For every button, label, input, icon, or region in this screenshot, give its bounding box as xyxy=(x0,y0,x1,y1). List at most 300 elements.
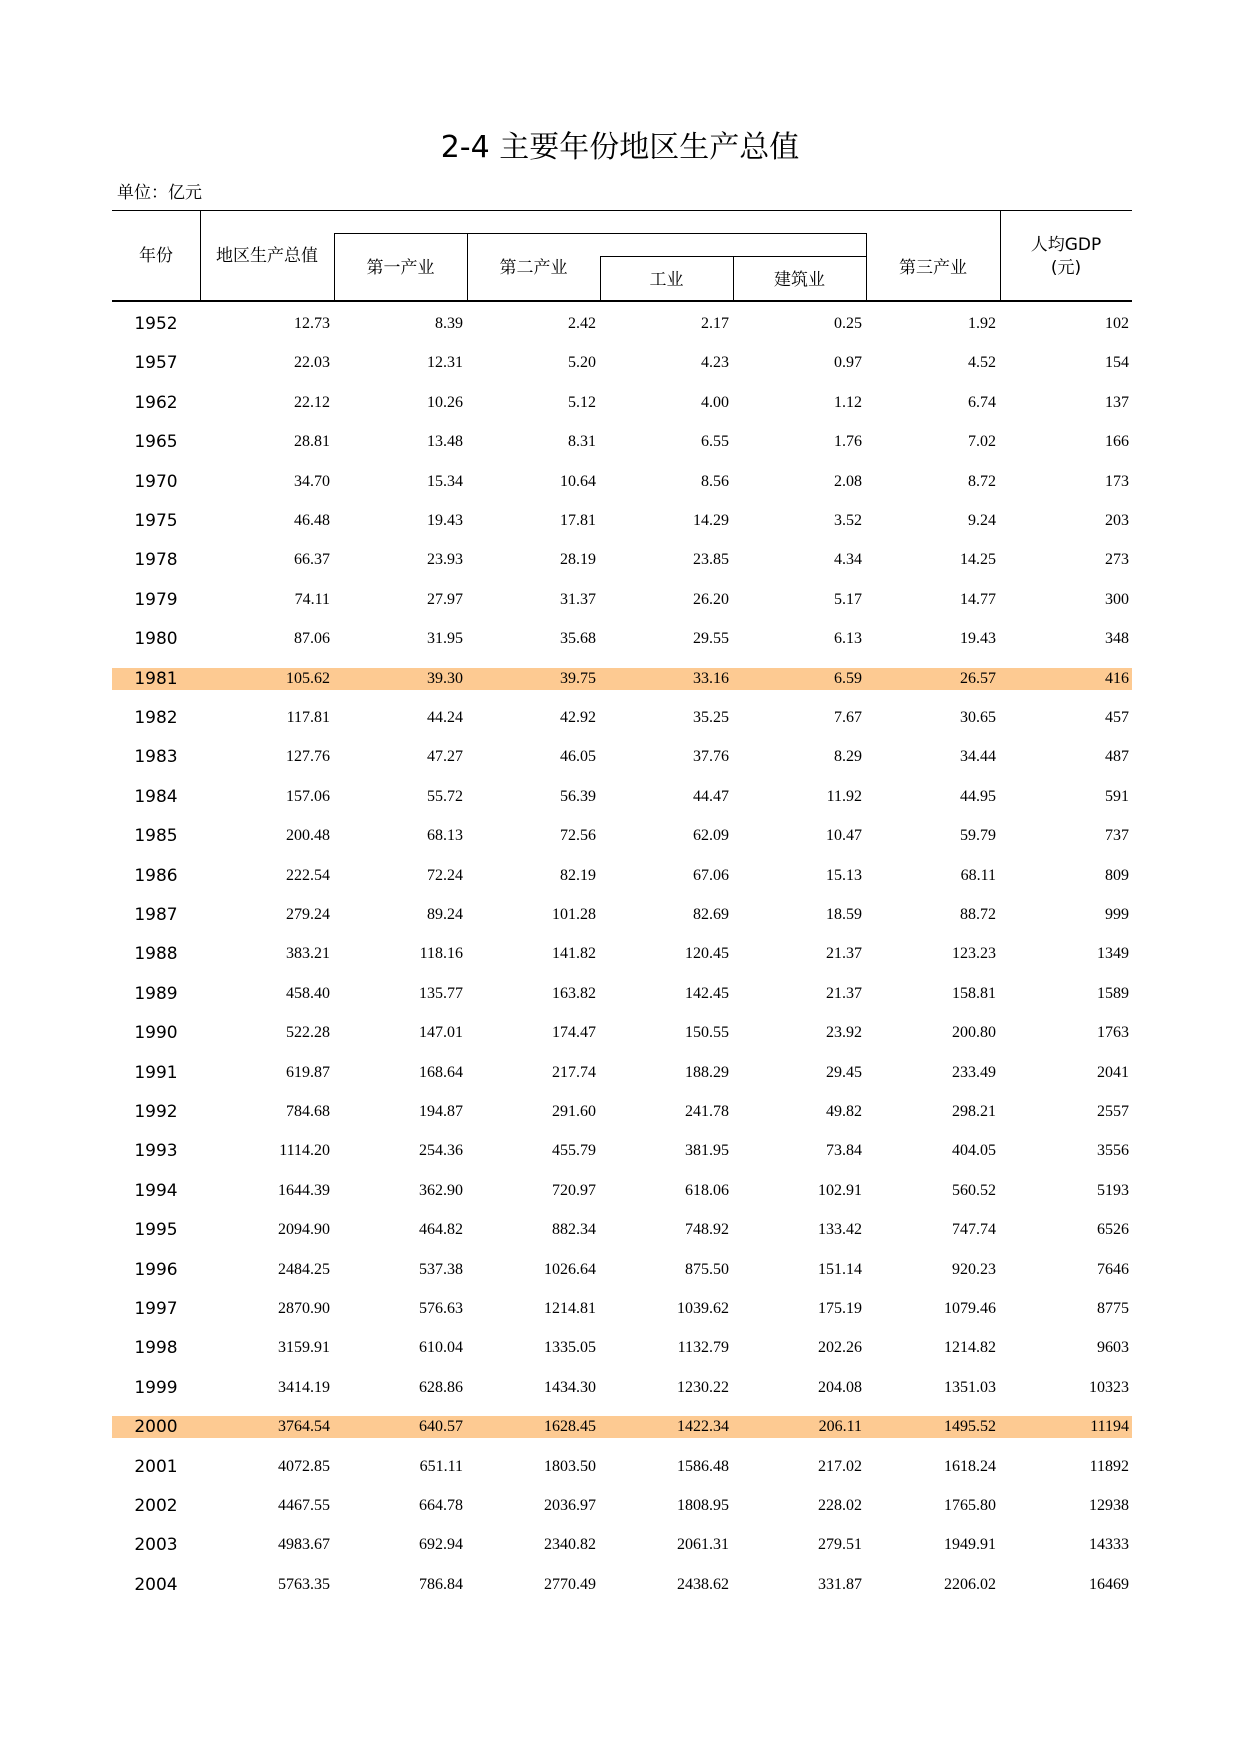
gdp-cell: 87.06 xyxy=(294,630,330,648)
header-bottom-rule xyxy=(112,300,1132,302)
tertiary-cell: 7.02 xyxy=(968,433,996,451)
per-capita-cell: 11892 xyxy=(1089,1457,1129,1475)
table-row xyxy=(0,707,1240,746)
gdp-cell: 34.70 xyxy=(294,472,330,490)
table-row xyxy=(0,1534,1240,1573)
gdp-cell: 3414.19 xyxy=(278,1378,330,1396)
per-capita-cell: 173 xyxy=(1105,472,1129,490)
year-cell: 1991 xyxy=(134,1062,178,1083)
year-cell: 1984 xyxy=(134,786,178,807)
gdp-cell: 66.37 xyxy=(294,551,330,569)
table-row xyxy=(0,1574,1240,1613)
secondary-cell: 1628.45 xyxy=(544,1418,596,1436)
industry-cell: 44.47 xyxy=(693,787,729,805)
table-row xyxy=(0,943,1240,982)
industry-cell: 14.29 xyxy=(693,512,729,529)
year-cell: 1952 xyxy=(134,314,178,334)
per-capita-cell: 487 xyxy=(1105,748,1129,766)
secondary-cell: 2036.97 xyxy=(544,1497,596,1514)
primary-cell: 31.95 xyxy=(427,630,463,648)
construction-cell: 23.92 xyxy=(826,1024,862,1042)
table-row xyxy=(0,1219,1240,1258)
primary-cell: 786.84 xyxy=(419,1575,463,1593)
secondary-cell: 174.47 xyxy=(552,1024,596,1042)
gdp-cell: 522.28 xyxy=(286,1024,330,1042)
industry-cell: 1039.62 xyxy=(677,1300,729,1317)
tertiary-cell: 920.23 xyxy=(952,1260,996,1278)
primary-cell: 47.27 xyxy=(427,748,463,766)
secondary-cell: 28.19 xyxy=(560,551,596,569)
industry-cell: 8.56 xyxy=(701,472,729,490)
year-cell: 2001 xyxy=(134,1456,178,1477)
industry-cell: 381.95 xyxy=(685,1142,729,1160)
table-row xyxy=(0,786,1240,825)
header-top-rule xyxy=(112,210,1132,211)
tertiary-cell: 560.52 xyxy=(952,1181,996,1199)
construction-cell: 331.87 xyxy=(818,1575,862,1593)
secondary-cell: 10.64 xyxy=(560,472,596,490)
year-cell: 1985 xyxy=(134,826,178,847)
industry-cell: 23.85 xyxy=(693,551,729,569)
secondary-cell: 8.31 xyxy=(568,433,596,451)
industry-cell: 2438.62 xyxy=(677,1575,729,1593)
table-row xyxy=(0,1101,1240,1140)
header-per-capita: 人均GDP xyxy=(1030,235,1102,255)
table-row xyxy=(0,1180,1240,1219)
industry-cell: 1422.34 xyxy=(677,1418,729,1436)
per-capita-cell: 591 xyxy=(1105,787,1129,805)
primary-cell: 10.26 xyxy=(427,393,463,411)
year-cell: 1997 xyxy=(134,1299,178,1319)
primary-cell: 664.78 xyxy=(419,1497,463,1514)
construction-cell: 228.02 xyxy=(818,1497,862,1514)
construction-cell: 1.76 xyxy=(834,433,862,451)
secondary-cell: 141.82 xyxy=(552,945,596,963)
per-capita-cell: 5193 xyxy=(1097,1181,1129,1199)
secondary-cell: 1434.30 xyxy=(544,1378,596,1396)
primary-cell: 135.77 xyxy=(419,984,463,1002)
year-cell: 2004 xyxy=(134,1574,178,1595)
gdp-cell: 383.21 xyxy=(286,945,330,963)
year-cell: 1987 xyxy=(134,905,178,925)
gdp-cell: 3764.54 xyxy=(278,1418,330,1436)
per-capita-cell: 2041 xyxy=(1097,1063,1129,1081)
primary-cell: 692.94 xyxy=(419,1536,463,1554)
primary-cell: 118.16 xyxy=(419,945,463,963)
secondary-cell: 101.28 xyxy=(552,906,596,923)
tertiary-cell: 123.23 xyxy=(952,945,996,963)
per-capita-cell: 273 xyxy=(1105,551,1129,569)
construction-cell: 29.45 xyxy=(826,1063,862,1081)
secondary-cell: 1214.81 xyxy=(544,1300,596,1317)
industry-cell: 188.29 xyxy=(685,1063,729,1081)
header-secondary: 第二产业 xyxy=(499,258,568,278)
per-capita-cell: 999 xyxy=(1105,906,1129,923)
construction-cell: 2.08 xyxy=(834,472,862,490)
construction-cell: 0.25 xyxy=(834,315,862,332)
table-row xyxy=(0,825,1240,864)
table-row xyxy=(0,746,1240,785)
year-cell: 1990 xyxy=(134,1023,178,1044)
construction-cell: 175.19 xyxy=(818,1300,862,1317)
primary-cell: 168.64 xyxy=(419,1063,463,1081)
industry-cell: 62.09 xyxy=(693,827,729,845)
secondary-cell: 5.12 xyxy=(568,393,596,411)
construction-cell: 0.97 xyxy=(834,354,862,372)
gdp-cell: 2870.90 xyxy=(278,1300,330,1317)
year-cell: 1986 xyxy=(134,865,178,886)
header-tertiary: 第三产业 xyxy=(899,258,967,278)
industry-cell: 1230.22 xyxy=(677,1378,729,1396)
gdp-cell: 28.81 xyxy=(294,433,330,451)
subheader-rule xyxy=(334,233,866,234)
year-cell: 1998 xyxy=(134,1338,178,1359)
primary-cell: 15.34 xyxy=(427,472,463,490)
secondary-cell: 35.68 xyxy=(560,630,596,648)
tertiary-cell: 88.72 xyxy=(960,906,996,923)
unit-label: 单位：亿元 xyxy=(117,183,202,203)
per-capita-cell: 1763 xyxy=(1097,1024,1129,1042)
tertiary-cell: 1495.52 xyxy=(944,1418,996,1436)
gdp-cell: 5763.35 xyxy=(278,1575,330,1593)
gdp-cell: 1114.20 xyxy=(279,1142,330,1160)
tertiary-cell: 298.21 xyxy=(952,1103,996,1120)
year-cell: 1992 xyxy=(134,1102,178,1122)
table-row xyxy=(0,352,1240,391)
tertiary-cell: 1214.82 xyxy=(944,1339,996,1357)
construction-cell: 11.92 xyxy=(826,787,862,805)
tertiary-cell: 68.11 xyxy=(960,866,996,884)
gdp-cell: 1644.39 xyxy=(278,1181,330,1199)
industry-cell: 241.78 xyxy=(685,1103,729,1120)
year-cell: 1982 xyxy=(134,708,178,728)
tertiary-cell: 1618.24 xyxy=(944,1457,996,1475)
tertiary-cell: 1765.80 xyxy=(944,1497,996,1514)
primary-cell: 610.04 xyxy=(419,1339,463,1357)
industry-cell: 1132.79 xyxy=(677,1339,729,1357)
construction-cell: 133.42 xyxy=(818,1221,862,1239)
per-capita-cell: 9603 xyxy=(1097,1339,1129,1357)
construction-cell: 73.84 xyxy=(826,1142,862,1160)
year-cell: 1999 xyxy=(134,1377,178,1398)
per-capita-cell: 3556 xyxy=(1097,1142,1129,1160)
gdp-cell: 200.48 xyxy=(286,827,330,845)
year-cell: 1996 xyxy=(134,1259,178,1280)
table-row xyxy=(0,1140,1240,1179)
tertiary-cell: 4.52 xyxy=(968,354,996,372)
construction-cell: 151.14 xyxy=(818,1260,862,1278)
primary-cell: 39.30 xyxy=(427,669,463,687)
tertiary-cell: 8.72 xyxy=(968,472,996,490)
construction-cell: 8.29 xyxy=(834,748,862,766)
gdp-cell: 4072.85 xyxy=(278,1457,330,1475)
year-cell: 1975 xyxy=(134,511,178,531)
per-capita-cell: 154 xyxy=(1105,354,1129,372)
primary-cell: 55.72 xyxy=(427,787,463,805)
tertiary-cell: 19.43 xyxy=(960,630,996,648)
per-capita-cell: 1349 xyxy=(1097,945,1129,963)
table-row xyxy=(0,1022,1240,1061)
gdp-cell: 12.73 xyxy=(294,315,330,332)
construction-cell: 15.13 xyxy=(826,866,862,884)
gdp-cell: 4983.67 xyxy=(278,1536,330,1554)
secondary-cell: 1803.50 xyxy=(544,1457,596,1475)
construction-cell: 6.59 xyxy=(834,669,862,687)
industry-cell: 2.17 xyxy=(701,315,729,332)
construction-cell: 49.82 xyxy=(826,1103,862,1120)
tertiary-cell: 6.74 xyxy=(968,393,996,411)
industry-cell: 82.69 xyxy=(693,906,729,923)
per-capita-cell: 14333 xyxy=(1089,1536,1129,1554)
secondary-cell: 217.74 xyxy=(552,1063,596,1081)
secondary-cell: 1335.05 xyxy=(544,1339,596,1357)
per-capita-cell: 137 xyxy=(1105,393,1129,411)
primary-cell: 13.48 xyxy=(427,433,463,451)
construction-cell: 4.34 xyxy=(834,551,862,569)
tertiary-cell: 14.77 xyxy=(960,590,996,608)
primary-cell: 12.31 xyxy=(427,354,463,372)
per-capita-cell: 8775 xyxy=(1097,1300,1129,1317)
primary-cell: 651.11 xyxy=(419,1457,463,1475)
primary-cell: 27.97 xyxy=(427,590,463,608)
primary-cell: 628.86 xyxy=(419,1378,463,1396)
secondary-cell: 17.81 xyxy=(560,512,596,529)
per-capita-cell: 1589 xyxy=(1097,984,1129,1002)
secondary-cell: 2340.82 xyxy=(544,1536,596,1554)
per-capita-cell: 809 xyxy=(1105,866,1129,884)
year-cell: 1994 xyxy=(134,1180,178,1201)
primary-cell: 19.43 xyxy=(427,512,463,529)
industry-cell: 875.50 xyxy=(685,1260,729,1278)
industry-cell: 29.55 xyxy=(693,630,729,648)
table-row xyxy=(0,1377,1240,1416)
header-per-capita-unit: (元) xyxy=(1050,258,1082,278)
table-row xyxy=(0,1337,1240,1376)
tertiary-cell: 1079.46 xyxy=(944,1300,996,1317)
year-cell: 1962 xyxy=(134,392,178,413)
table-row xyxy=(0,983,1240,1022)
primary-cell: 362.90 xyxy=(419,1181,463,1199)
primary-cell: 89.24 xyxy=(427,906,463,923)
header-year: 年份 xyxy=(139,246,173,266)
per-capita-cell: 416 xyxy=(1105,669,1129,687)
gdp-cell: 105.62 xyxy=(286,669,330,687)
industry-cell: 1586.48 xyxy=(677,1457,729,1475)
year-cell: 2002 xyxy=(134,1496,178,1516)
secondary-cell: 31.37 xyxy=(560,590,596,608)
header-primary: 第一产业 xyxy=(366,258,435,278)
header-gdp: 地区生产总值 xyxy=(216,246,318,266)
table-row xyxy=(0,1259,1240,1298)
industry-cell: 4.23 xyxy=(701,354,729,372)
primary-cell: 640.57 xyxy=(419,1418,463,1436)
construction-cell: 279.51 xyxy=(818,1536,862,1554)
per-capita-cell: 300 xyxy=(1105,590,1129,608)
tertiary-cell: 233.49 xyxy=(952,1063,996,1081)
secondary-cell: 46.05 xyxy=(560,748,596,766)
industry-cell: 4.00 xyxy=(701,393,729,411)
per-capita-cell: 457 xyxy=(1105,709,1129,726)
tertiary-cell: 44.95 xyxy=(960,787,996,805)
table-row xyxy=(0,668,1240,707)
year-cell: 2003 xyxy=(134,1535,178,1556)
per-capita-cell: 737 xyxy=(1105,827,1129,845)
primary-cell: 147.01 xyxy=(419,1024,463,1042)
table-row xyxy=(0,589,1240,628)
table-row xyxy=(0,549,1240,588)
table-row xyxy=(0,1495,1240,1534)
construction-cell: 217.02 xyxy=(818,1457,862,1475)
year-cell: 1981 xyxy=(134,668,178,689)
primary-cell: 194.87 xyxy=(419,1103,463,1120)
tertiary-cell: 59.79 xyxy=(960,827,996,845)
gdp-cell: 4467.55 xyxy=(278,1497,330,1514)
year-cell: 1957 xyxy=(134,353,178,374)
year-cell: 1993 xyxy=(134,1141,178,1162)
construction-cell: 206.11 xyxy=(818,1418,862,1436)
secondary-cell: 42.92 xyxy=(560,709,596,726)
secondary-cell: 1026.64 xyxy=(544,1260,596,1278)
gdp-cell: 2484.25 xyxy=(278,1260,330,1278)
construction-cell: 10.47 xyxy=(826,827,862,845)
primary-cell: 72.24 xyxy=(427,866,463,884)
year-cell: 1995 xyxy=(134,1220,178,1241)
table-row xyxy=(0,1298,1240,1337)
year-cell: 2000 xyxy=(134,1417,178,1438)
table-row xyxy=(0,471,1240,510)
secondary-cell: 163.82 xyxy=(552,984,596,1002)
secondary-cell: 5.20 xyxy=(568,354,596,372)
primary-cell: 254.36 xyxy=(419,1142,463,1160)
primary-cell: 68.13 xyxy=(427,827,463,845)
tertiary-cell: 14.25 xyxy=(960,551,996,569)
gdp-cell: 127.76 xyxy=(286,748,330,766)
tertiary-cell: 26.57 xyxy=(960,669,996,687)
table-row xyxy=(0,392,1240,431)
tertiary-cell: 34.44 xyxy=(960,748,996,766)
construction-cell: 3.52 xyxy=(834,512,862,529)
industry-cell: 120.45 xyxy=(685,945,729,963)
tertiary-cell: 1949.91 xyxy=(944,1536,996,1554)
header-construction: 建筑业 xyxy=(774,270,825,290)
construction-cell: 102.91 xyxy=(818,1181,862,1199)
per-capita-cell: 11194 xyxy=(1090,1418,1129,1436)
per-capita-cell: 348 xyxy=(1105,630,1129,648)
year-cell: 1965 xyxy=(134,432,178,453)
primary-cell: 44.24 xyxy=(427,709,463,726)
header-industry: 工业 xyxy=(649,270,684,290)
table-row xyxy=(0,865,1240,904)
secondary-cell: 291.60 xyxy=(552,1103,596,1120)
tertiary-cell: 9.24 xyxy=(968,512,996,529)
primary-cell: 464.82 xyxy=(419,1221,463,1239)
secondary-cell: 2.42 xyxy=(568,315,596,332)
industry-cell: 33.16 xyxy=(693,669,729,687)
construction-cell: 6.13 xyxy=(834,630,862,648)
primary-cell: 576.63 xyxy=(419,1300,463,1317)
industry-cell: 37.76 xyxy=(693,748,729,766)
year-cell: 1979 xyxy=(134,589,178,610)
industry-cell: 1808.95 xyxy=(677,1497,729,1514)
secondary-cell: 39.75 xyxy=(560,669,596,687)
table-row xyxy=(0,1062,1240,1101)
year-cell: 1983 xyxy=(134,747,178,768)
gdp-cell: 222.54 xyxy=(286,866,330,884)
per-capita-cell: 102 xyxy=(1105,315,1129,332)
table-row xyxy=(0,431,1240,470)
secondary-cell: 56.39 xyxy=(560,787,596,805)
gdp-cell: 279.24 xyxy=(286,906,330,923)
year-cell: 1980 xyxy=(134,629,178,650)
industry-cell: 2061.31 xyxy=(677,1536,729,1554)
tertiary-cell: 30.65 xyxy=(960,709,996,726)
industry-cell: 142.45 xyxy=(685,984,729,1002)
primary-cell: 8.39 xyxy=(435,315,463,332)
industry-cell: 618.06 xyxy=(685,1181,729,1199)
construction-cell: 1.12 xyxy=(834,393,862,411)
table-row xyxy=(0,628,1240,667)
table-row xyxy=(0,510,1240,549)
per-capita-cell: 166 xyxy=(1105,433,1129,451)
gdp-cell: 458.40 xyxy=(286,984,330,1002)
construction-cell: 5.17 xyxy=(834,590,862,608)
secondary-cell: 882.34 xyxy=(552,1221,596,1239)
year-cell: 1978 xyxy=(134,550,178,571)
per-capita-cell: 10323 xyxy=(1089,1378,1129,1396)
per-capita-cell: 2557 xyxy=(1097,1103,1129,1120)
gdp-cell: 784.68 xyxy=(286,1103,330,1120)
construction-cell: 21.37 xyxy=(826,945,862,963)
construction-cell: 21.37 xyxy=(826,984,862,1002)
secondary-cell: 82.19 xyxy=(560,866,596,884)
tertiary-cell: 2206.02 xyxy=(944,1575,996,1593)
construction-cell: 204.08 xyxy=(818,1378,862,1396)
gdp-cell: 46.48 xyxy=(294,512,330,529)
gdp-cell: 619.87 xyxy=(286,1063,330,1081)
per-capita-cell: 12938 xyxy=(1089,1497,1129,1514)
tertiary-cell: 200.80 xyxy=(952,1024,996,1042)
gdp-cell: 22.03 xyxy=(294,354,330,372)
tertiary-cell: 1351.03 xyxy=(944,1378,996,1396)
industry-cell: 26.20 xyxy=(693,590,729,608)
year-cell: 1970 xyxy=(134,471,178,492)
page-title: 2-4 主要年份地区生产总值 xyxy=(440,130,800,165)
industry-cell: 748.92 xyxy=(685,1221,729,1239)
primary-cell: 23.93 xyxy=(427,551,463,569)
gdp-cell: 117.81 xyxy=(286,709,330,726)
year-cell: 1989 xyxy=(134,983,178,1004)
gdp-cell: 2094.90 xyxy=(278,1221,330,1239)
construction-cell: 202.26 xyxy=(818,1339,862,1357)
year-cell: 1988 xyxy=(134,944,178,965)
industry-cell: 35.25 xyxy=(693,709,729,726)
secondary-cell: 2770.49 xyxy=(544,1575,596,1593)
table-row xyxy=(0,904,1240,943)
tertiary-cell: 747.74 xyxy=(952,1221,996,1239)
industry-cell: 150.55 xyxy=(685,1024,729,1042)
secondary-cell: 72.56 xyxy=(560,827,596,845)
secondary-cell: 455.79 xyxy=(552,1142,596,1160)
table-header xyxy=(0,0,1240,310)
gdp-cell: 157.06 xyxy=(286,787,330,805)
industry-cell: 6.55 xyxy=(701,433,729,451)
primary-cell: 537.38 xyxy=(419,1260,463,1278)
per-capita-cell: 203 xyxy=(1105,512,1129,529)
secondary-cell: 720.97 xyxy=(552,1181,596,1199)
tertiary-cell: 404.05 xyxy=(952,1142,996,1160)
gdp-cell: 74.11 xyxy=(294,590,330,608)
table-row xyxy=(0,1416,1240,1455)
